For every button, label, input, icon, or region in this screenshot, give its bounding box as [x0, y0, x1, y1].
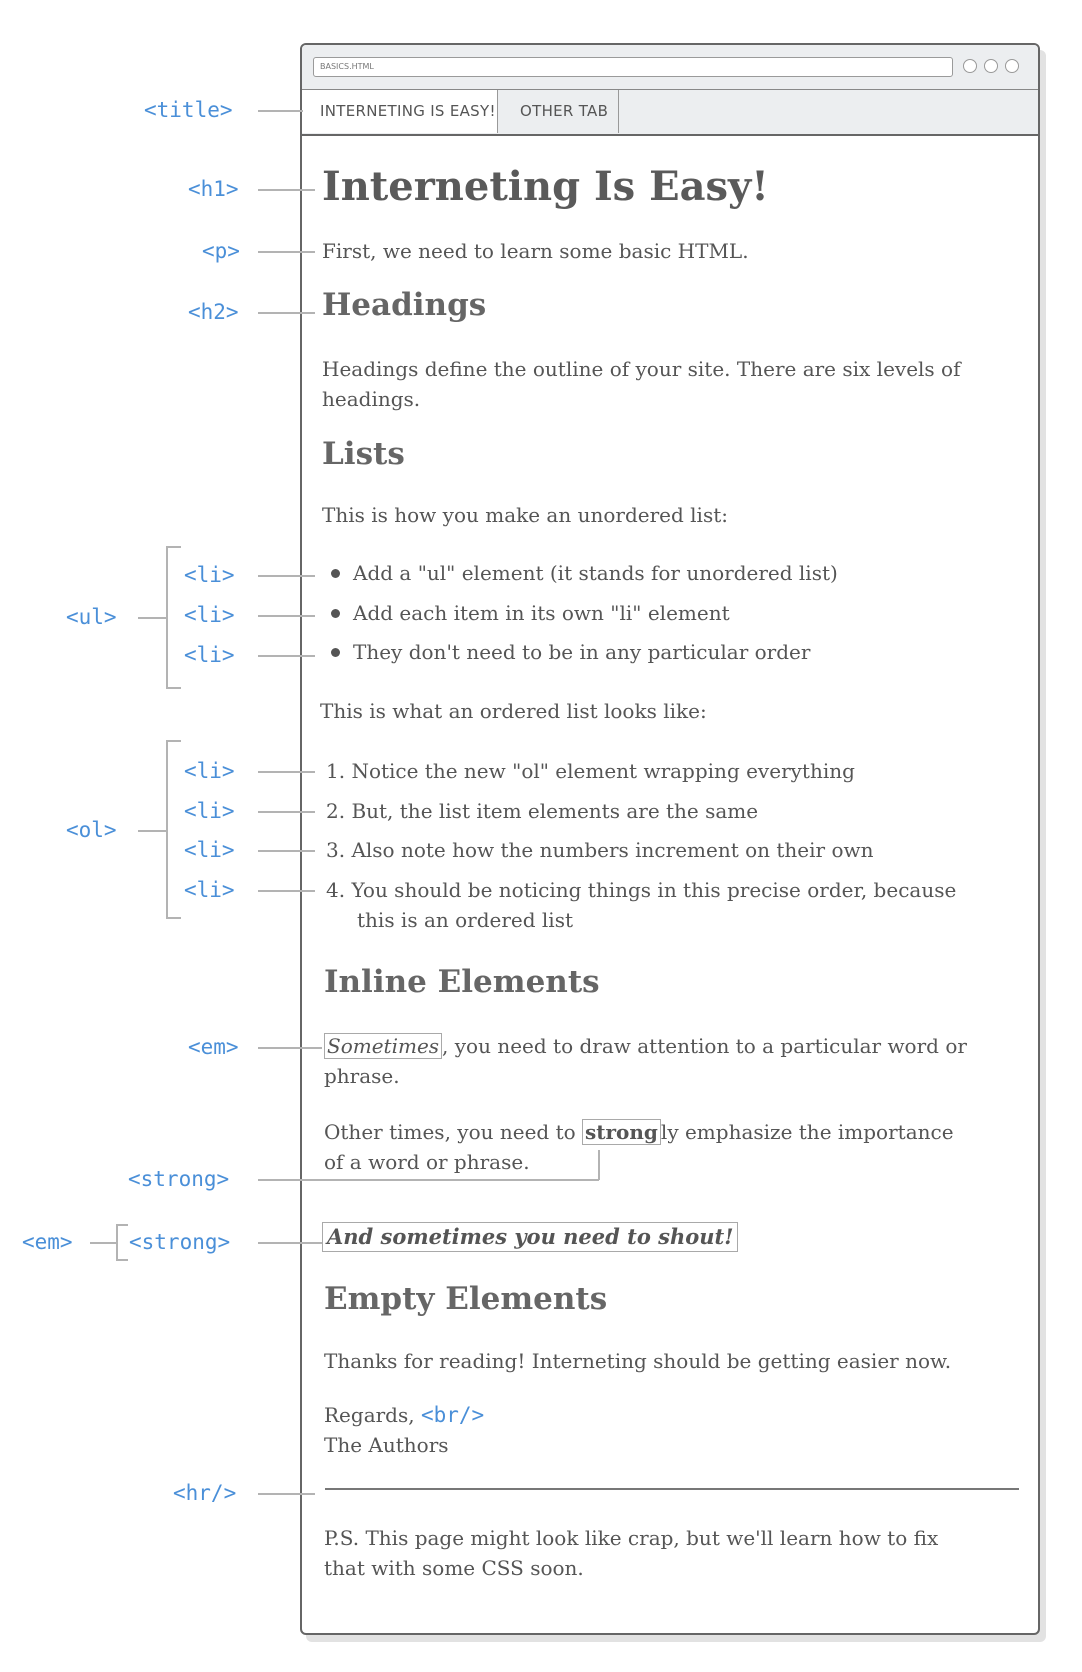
li-tag-label: <li>	[184, 838, 235, 862]
ul-intro: This is how you make an unordered list:	[322, 503, 728, 527]
connector-line	[258, 615, 315, 617]
em-paragraph-rest: , you need to draw attention to a particular word or	[442, 1034, 967, 1058]
ol-item-2: 2. But, the list item elements are the same	[326, 799, 759, 823]
em-highlight: Sometimes	[324, 1033, 442, 1059]
connector-line	[258, 312, 315, 314]
ol-tag-label: <ol>	[66, 818, 117, 842]
tab-bar	[302, 89, 1038, 135]
em-paragraph-line1	[327, 1031, 967, 1061]
thanks-paragraph: Thanks for reading! Interneting should be getting easier now.	[324, 1349, 952, 1373]
ul-item-2: Add each item in its own "li" element	[353, 601, 730, 625]
bullet-icon	[331, 609, 340, 618]
li-tag-label: <li>	[184, 603, 235, 627]
title-tag-label: <title>	[144, 98, 233, 122]
connector-line	[258, 1179, 599, 1181]
headings-heading: Headings	[322, 287, 487, 323]
ul-item-1: Add a "ul" element (it stands for unordered list)	[353, 561, 838, 585]
em-tag-label: <em>	[188, 1035, 239, 1059]
connector-line	[258, 575, 315, 577]
strong-paragraph-pre: Other times, you need to	[324, 1120, 583, 1144]
connector-line	[258, 1047, 322, 1049]
br-annotation: <br/>	[420, 1403, 485, 1427]
li-tag-label: <li>	[184, 563, 235, 587]
tab-other[interactable]: OTHER TAB	[498, 90, 619, 133]
empty-elements-heading: Empty Elements	[324, 1281, 608, 1317]
connector-line	[258, 890, 315, 892]
ul-bracket-top	[166, 546, 181, 548]
ol-bracket-bottom	[166, 917, 181, 919]
connector-line	[258, 189, 315, 191]
ol-bracket	[166, 740, 168, 918]
strong-paragraph-line2: of a word or phrase.	[324, 1150, 530, 1174]
ps-line2: that with some CSS soon.	[324, 1556, 584, 1580]
li-tag-label: <li>	[184, 878, 235, 902]
connector-line	[598, 1150, 600, 1180]
browser-chrome	[302, 45, 1038, 136]
strong-tag-label-nested: <strong>	[129, 1230, 231, 1254]
headings-paragraph-line1: Headings define the outline of your site. There are six levels of	[322, 357, 961, 381]
ol-item-1: 1. Notice the new "ol" element wrapping everything	[326, 759, 855, 783]
authors-line: The Authors	[324, 1433, 449, 1457]
connector-line	[258, 110, 303, 112]
inline-elements-heading: Inline Elements	[324, 964, 600, 1000]
connector-line	[90, 1242, 117, 1244]
h2-tag-label: <h2>	[188, 300, 239, 324]
h1-tag-label: <h1>	[188, 177, 239, 201]
ps-line1: P.S. This page might look like crap, but we'll learn how to fix	[324, 1526, 939, 1550]
ol-bracket-top	[166, 740, 181, 742]
ul-bracket-bottom	[166, 687, 181, 689]
em-bracket-bottom	[116, 1259, 128, 1261]
ol-intro: This is what an ordered list looks like:	[320, 699, 707, 723]
connector-line	[258, 1242, 322, 1244]
ul-tag-label: <ul>	[66, 605, 117, 629]
em-bracket	[116, 1224, 118, 1260]
hr-tag-label: <hr/>	[173, 1481, 237, 1505]
tab-interneting-is-easy[interactable]: INTERNETING IS EASY!	[302, 90, 498, 133]
li-tag-label: <li>	[184, 643, 235, 667]
strong-highlight: strong	[582, 1119, 661, 1145]
window-control-icon[interactable]	[963, 59, 977, 73]
strong-paragraph-post: ly emphasize the importance	[660, 1120, 954, 1144]
window-control-icon[interactable]	[984, 59, 998, 73]
connector-line	[258, 251, 315, 253]
em-tag-label-nested: <em>	[22, 1230, 73, 1254]
bullet-icon	[331, 569, 340, 578]
lists-heading: Lists	[322, 436, 405, 472]
connector-line	[258, 850, 315, 852]
connector-line	[258, 811, 315, 813]
li-tag-label: <li>	[184, 799, 235, 823]
regards-line	[324, 1400, 484, 1430]
ol-item-3: 3. Also note how the numbers increment on their own	[326, 838, 874, 862]
connector-line	[258, 655, 315, 657]
headings-paragraph-line2: headings.	[322, 387, 421, 411]
regards-text: Regards,	[324, 1403, 415, 1427]
horizontal-rule	[325, 1488, 1019, 1490]
em-bracket-top	[116, 1224, 128, 1226]
shout-highlight: And sometimes you need to shout!	[322, 1222, 738, 1252]
strong-paragraph-line1	[324, 1117, 954, 1147]
ol-item-4: 4. You should be noticing things in this precise order, because	[326, 878, 957, 902]
li-tag-label: <li>	[184, 759, 235, 783]
connector-line	[138, 830, 167, 832]
connector-line	[258, 771, 315, 773]
em-paragraph-line2: phrase.	[324, 1064, 400, 1088]
window-control-icon[interactable]	[1005, 59, 1019, 73]
ol-item-4-continued: this is an ordered list	[357, 908, 574, 932]
strong-tag-label: <strong>	[128, 1167, 230, 1191]
bullet-icon	[331, 648, 340, 657]
page-title: Interneting Is Easy!	[322, 163, 769, 210]
p-tag-label: <p>	[202, 239, 240, 263]
ul-item-3: They don't need to be in any particular order	[353, 640, 811, 664]
ul-bracket	[166, 546, 168, 688]
connector-line	[258, 1493, 315, 1495]
address-bar[interactable]: BASICS.HTML	[313, 57, 953, 77]
intro-paragraph: First, we need to learn some basic HTML.	[322, 239, 749, 263]
connector-line	[138, 617, 167, 619]
